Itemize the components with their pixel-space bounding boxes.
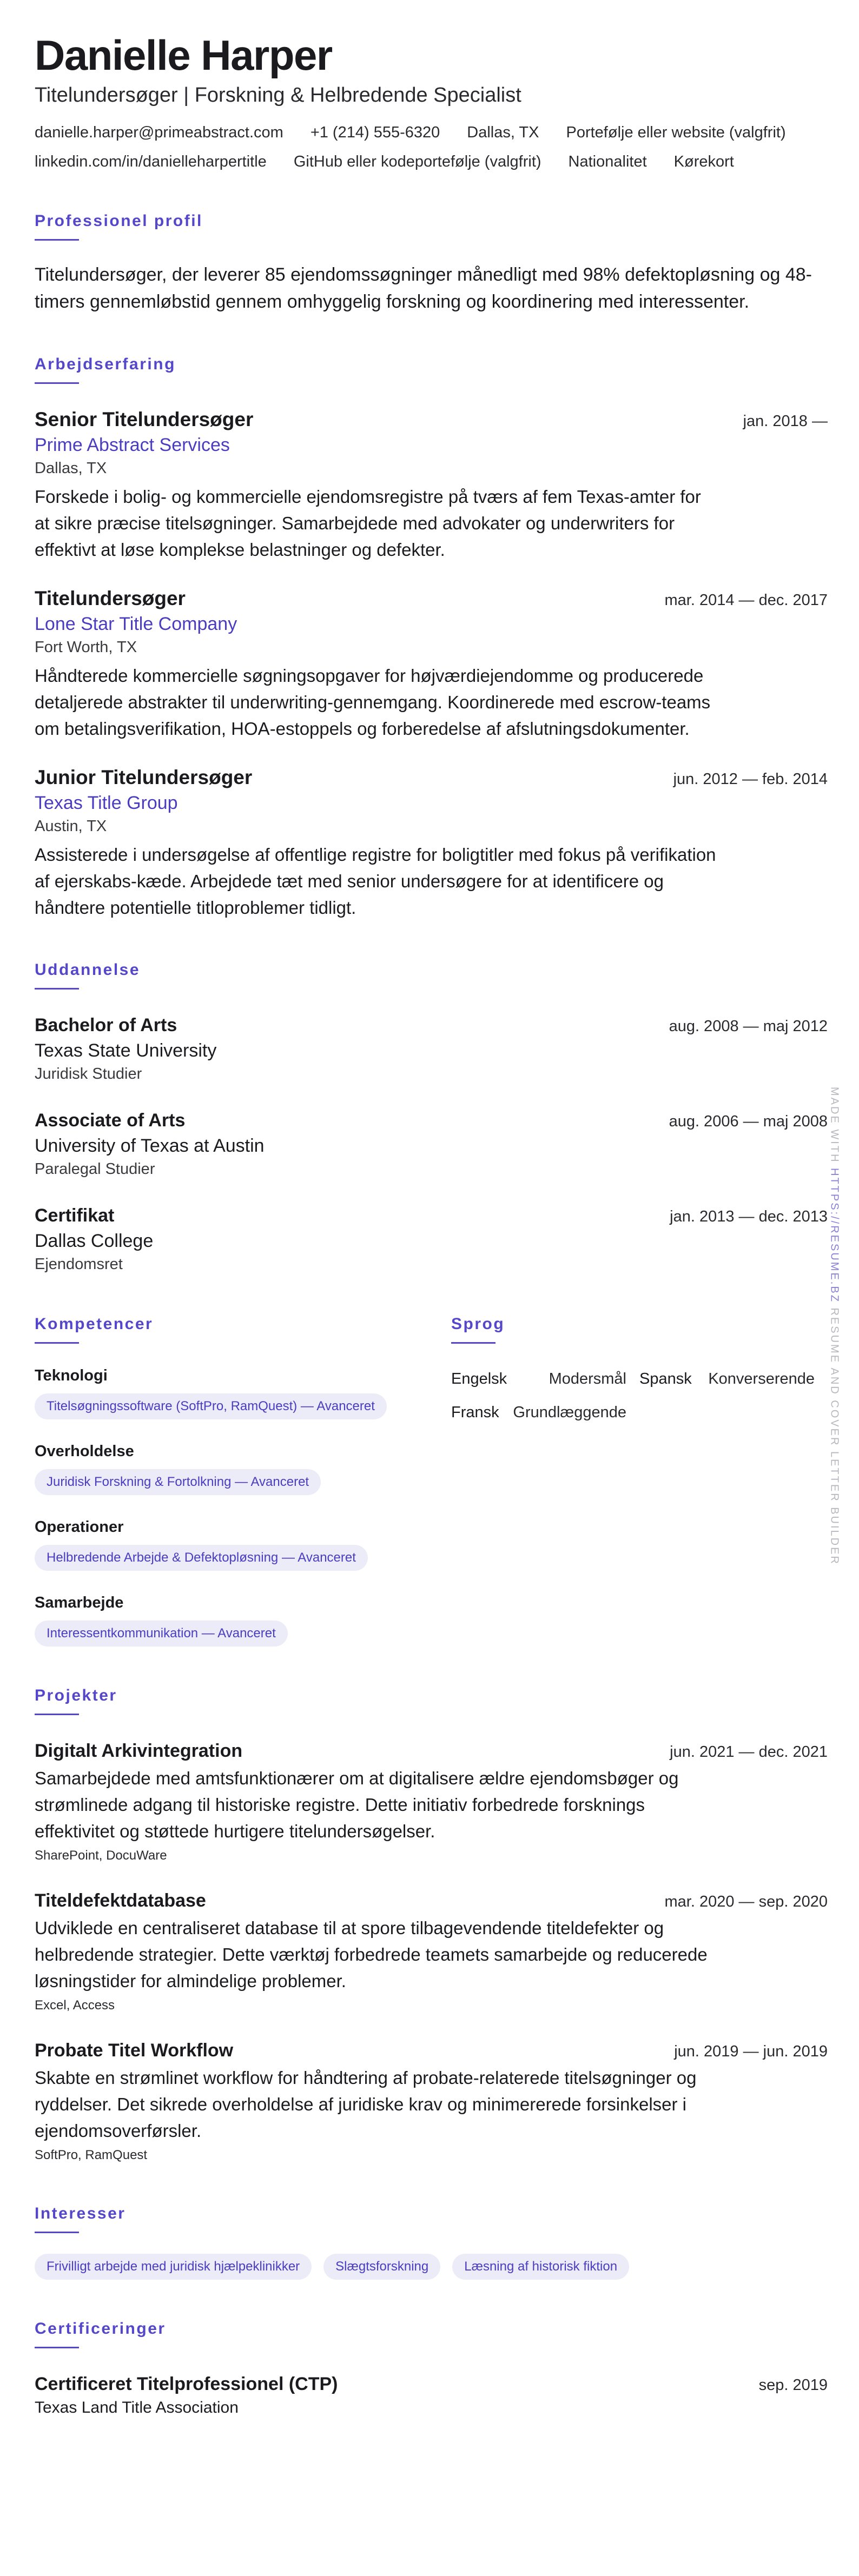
contact-github[interactable]: GitHub eller kodeportefølje (valgfrit)	[293, 153, 541, 170]
builder-watermark	[825, 1087, 843, 1565]
experience-entry	[35, 765, 828, 921]
project-tech: SharePoint, DocuWare	[35, 1848, 167, 1863]
skill-group-name: Overholdelse	[35, 1443, 134, 1460]
section-title-summary: Professionel profil	[35, 211, 828, 241]
contact-driving-license: Kørekort	[673, 153, 734, 170]
project-description: Samarbejdede med amtsfunktionærer om at digitalisere ældre ejendomsbøger og strømlinede adgang til historiske registre. Dette initiativ forbedrede forsknings effektivitet og støttede hurtigere titelundersøgelser.	[35, 1768, 679, 1841]
project-entry	[35, 2037, 828, 2165]
language-name: Engelsk	[451, 1370, 507, 1387]
project-date: jun. 2021 — dec. 2021	[670, 1743, 828, 1761]
experience-entry	[35, 407, 828, 563]
skill-group-name: Samarbejde	[35, 1594, 124, 1611]
job-company: Texas Title Group	[35, 793, 178, 813]
contact-nationality: Nationalitet	[568, 153, 647, 170]
job-location: Austin, TX	[35, 818, 107, 835]
interest-tag: Slægtsforskning	[323, 2254, 440, 2280]
education-date: aug. 2006 — maj 2008	[669, 1113, 828, 1130]
interests-section	[35, 2203, 828, 2280]
interest-tag-list	[35, 2254, 828, 2280]
education-section	[35, 960, 828, 1275]
section-title-skills: Kompetencer	[35, 1314, 408, 1344]
job-description: Håndterede kommercielle søgningsopgaver for højværdiejendomme og producerede detaljerede abstrakter til underwriting-gennemgang. Koordinerede med escrow-teams om betalingsverifikation, HOA-estoppels og forberedelse af afslutningsdokumenter.	[35, 666, 711, 739]
job-company: Lone Star Title Company	[35, 614, 237, 634]
education-school: University of Texas at Austin	[35, 1136, 265, 1156]
watermark-link[interactable]: HTTPS://RESUME.BZ	[828, 1168, 841, 1303]
project-tech: SoftPro, RamQuest	[35, 2148, 148, 2162]
project-description: Udviklede en centraliseret database til at spore tilbagevendende titeldefekter og helbredende strategier. Dette værktøj forbedrede teamets samarbejde og reducerede løsningstider for almindelige problemer.	[35, 1918, 708, 1991]
section-title-interests: Interesser	[35, 2203, 828, 2233]
section-title-experience: Arbejdserfaring	[35, 354, 828, 384]
education-entry	[35, 1107, 828, 1180]
candidate-name: Danielle Harper	[35, 31, 332, 79]
education-area: Juridisk Studier	[35, 1065, 142, 1083]
candidate-headline: Titelundersøger | Forskning & Helbredende Specialist	[35, 84, 521, 107]
watermark-text	[828, 1087, 841, 1565]
skills-section	[35, 1275, 408, 1646]
job-company: Prime Abstract Services	[35, 435, 230, 455]
project-date: jun. 2019 — jun. 2019	[674, 2043, 828, 2060]
job-location: Dallas, TX	[35, 460, 107, 477]
education-entry	[35, 1012, 828, 1085]
skill-group-name: Operationer	[35, 1518, 124, 1536]
summary-text: Titelundersøger, der leverer 85 ejendomssøgninger månedligt med 98% defektopløsning og 48-timers gennemløbstid gennem omhyggelig forskning og koordinering med interessenter.	[35, 264, 812, 312]
education-entry	[35, 1203, 828, 1275]
education-degree: Associate of Arts	[35, 1110, 186, 1131]
section-title-education: Uddannelse	[35, 960, 828, 990]
skill-group-name: Teknologi	[35, 1367, 108, 1384]
education-area: Paralegal Studier	[35, 1160, 155, 1178]
certification-title: Certificeret Titelprofessionel (CTP)	[35, 2374, 338, 2394]
skill-tag: Juridisk Forskning & Fortolkning — Avanceret	[35, 1469, 321, 1495]
job-title: Titelundersøger	[35, 587, 186, 609]
language-name: Spansk	[639, 1370, 692, 1387]
job-title: Junior Titelundersøger	[35, 766, 253, 788]
watermark-suffix: RESUME AND COVER LETTER BUILDER	[828, 1307, 841, 1565]
education-school: Texas State University	[35, 1040, 217, 1061]
experience-section	[35, 354, 828, 921]
job-description: Assisterede i undersøgelse af offentlige registre for boligtitler med fokus på verifikation af ejerskabs-kæde. Arbejdede tæt med senior undersøgere for at identificere og håndtere potentielle titloproblemer tidligt.	[35, 845, 716, 918]
language-item	[451, 1402, 639, 1423]
contact-phone[interactable]: +1 (214) 555-6320	[310, 124, 440, 141]
job-description: Forskede i bolig- og kommercielle ejendomsregistre på tværs af fem Texas-amter for at sikre præcise titelsøgninger. Samarbejdede med advokater og underwriters for effektivt at løse komplekse belastninger og defekter.	[35, 487, 701, 560]
project-title: Probate Titel Workflow	[35, 2040, 234, 2061]
watermark-prefix: MADE WITH	[828, 1087, 841, 1164]
project-entry	[35, 1738, 828, 1865]
skills-languages-row	[35, 1275, 828, 1646]
job-title: Senior Titelundersøger	[35, 408, 254, 430]
language-level: Konverserende	[708, 1370, 815, 1387]
project-tech: Excel, Access	[35, 1998, 115, 2013]
skill-group	[35, 1592, 408, 1646]
certifications-section	[35, 2319, 828, 2419]
project-entry	[35, 1888, 828, 2015]
skill-tag: Titelsøgningssoftware (SoftPro, RamQuest) — Avanceret	[35, 1393, 387, 1419]
education-degree: Certifikat	[35, 1205, 115, 1226]
language-item	[639, 1369, 828, 1389]
contact-list	[35, 122, 828, 172]
interest-tag: Frivilligt arbejde med juridisk hjælpeklinikker	[35, 2254, 312, 2280]
language-item	[451, 1369, 639, 1389]
project-title: Digitalt Arkivintegration	[35, 1741, 243, 1761]
section-title-certifications: Certificeringer	[35, 2319, 828, 2348]
skill-tag: Helbredende Arbejde & Defektopløsning — Avanceret	[35, 1545, 368, 1571]
job-location: Fort Worth, TX	[35, 639, 137, 656]
job-date: mar. 2014 — dec. 2017	[664, 592, 828, 609]
section-title-languages: Sprog	[451, 1314, 828, 1344]
education-degree: Bachelor of Arts	[35, 1015, 177, 1035]
skill-tag: Interessentkommunikation — Avanceret	[35, 1621, 288, 1646]
projects-section	[35, 1685, 828, 2165]
resume-header	[35, 30, 828, 172]
education-school: Dallas College	[35, 1231, 154, 1251]
education-area: Ejendomsret	[35, 1256, 123, 1273]
section-title-projects: Projekter	[35, 1685, 828, 1715]
certification-date: sep. 2019	[758, 2376, 828, 2394]
language-name: Fransk	[451, 1404, 499, 1421]
language-list	[451, 1369, 828, 1423]
summary-section	[35, 211, 828, 315]
contact-location: Dallas, TX	[467, 124, 539, 141]
skill-group	[35, 1517, 408, 1571]
skill-group	[35, 1441, 408, 1495]
job-date: jun. 2012 — feb. 2014	[673, 771, 828, 788]
skill-group	[35, 1365, 408, 1419]
project-description: Skabte en strømlinet workflow for håndtering af probate-relaterede titelsøgninger og ryddelser. Det sikrede overholdelse af juridiske krav og minimererede forsinkelser i ejendomsoverførsler.	[35, 2068, 697, 2141]
project-title: Titeldefektdatabase	[35, 1890, 206, 1911]
education-date: aug. 2008 — maj 2012	[669, 1018, 828, 1035]
contact-linkedin[interactable]: linkedin.com/in/danielleharpertitle	[35, 153, 267, 170]
experience-entry	[35, 586, 828, 742]
project-date: mar. 2020 — sep. 2020	[664, 1893, 828, 1910]
languages-section	[451, 1275, 828, 1646]
interest-tag: Læsning af historisk fiktion	[452, 2254, 629, 2280]
language-level: Modersmål	[549, 1370, 626, 1387]
certification-issuer: Texas Land Title Association	[35, 2399, 239, 2416]
resume-page	[35, 30, 828, 2419]
education-date: jan. 2013 — dec. 2013	[670, 1208, 828, 1225]
job-date: jan. 2018 —	[743, 413, 828, 430]
contact-portfolio[interactable]: Portefølje eller website (valgfrit)	[566, 124, 786, 141]
language-level: Grundlæggende	[513, 1404, 626, 1421]
contact-email[interactable]: danielle.harper@primeabstract.com	[35, 124, 283, 141]
certification-entry	[35, 2371, 828, 2419]
